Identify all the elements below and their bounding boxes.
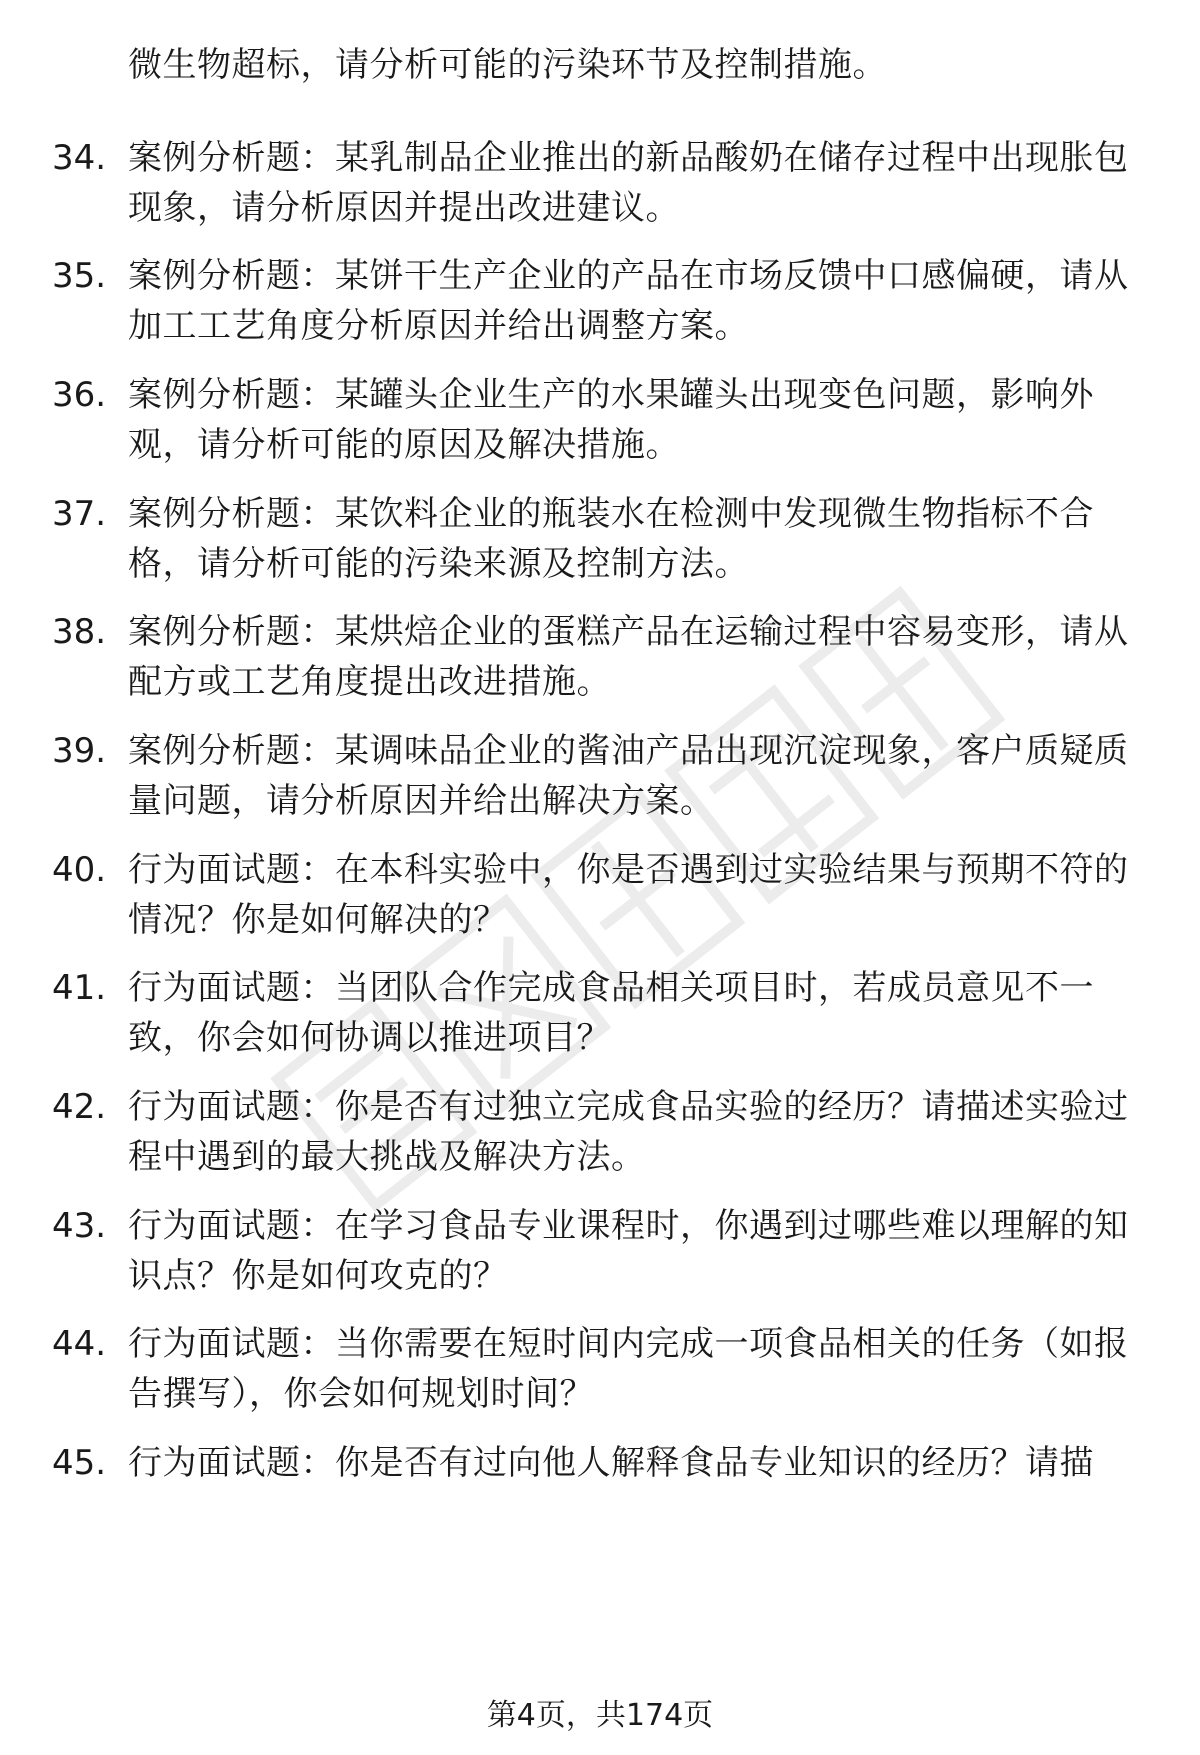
question-number: 40. <box>52 850 107 890</box>
question-text: 行为面试题：你是否有过向他人解释食品专业知识的经历？请描 <box>128 1443 1094 1483</box>
page-number-footer: 第4页，共174页 <box>486 1698 714 1733</box>
question-number: 41. <box>52 968 107 1008</box>
question-text: 案例分析题：某饼干生产企业的产品在市场反馈中口感偏硬，请从加工工艺角度分析原因并给出调整方案。 <box>128 256 1129 346</box>
question-number: 45. <box>52 1443 107 1483</box>
question-text: 案例分析题：某饮料企业的瓶装水在检测中发现微生物指标不合格，请分析可能的污染来源及控制方法。 <box>128 494 1094 584</box>
question-number: 36. <box>52 375 107 415</box>
question-text: 行为面试题：在学习食品专业课程时，你遇到过哪些难以理解的知识点？你是如何攻克的？ <box>128 1206 1129 1296</box>
question-number: 35. <box>52 256 107 296</box>
question-number: 44. <box>52 1324 107 1364</box>
question-number: 42. <box>52 1087 107 1127</box>
question-text: 案例分析题：某调味品企业的酱油产品出现沉淀现象，客户质疑质量问题，请分析原因并给出解决方案。 <box>128 731 1129 821</box>
question-text: 行为面试题：当团队合作完成食品相关项目时，若成员意见不一致，你会如何协调以推进项目？ <box>128 968 1094 1058</box>
question-text: 案例分析题：某乳制品企业推出的新品酸奶在储存过程中出现胀包现象，请分析原因并提出改进建议。 <box>128 138 1129 228</box>
question-number: 37. <box>52 494 107 534</box>
question-text: 案例分析题：某罐头企业生产的水果罐头出现变色问题，影响外观，请分析可能的原因及解决措施。 <box>128 375 1094 465</box>
question-number: 43. <box>52 1206 107 1246</box>
question-number: 38. <box>52 612 107 652</box>
question-text: 案例分析题：某烘焙企业的蛋糕产品在运输过程中容易变形，请从配方或工艺角度提出改进措施。 <box>128 612 1129 702</box>
question-number: 39. <box>52 731 107 771</box>
question-text: 行为面试题：在本科实验中，你是否遇到过实验结果与预期不符的情况？你是如何解决的？ <box>128 850 1129 940</box>
continuation-text: 微生物超标，请分析可能的污染环节及控制措施。 <box>128 45 887 85</box>
question-text: 行为面试题：你是否有过独立完成食品实验的经历？请描述实验过程中遇到的最大挑战及解决方法。 <box>128 1087 1129 1177</box>
question-text: 行为面试题：当你需要在短时间内完成一项食品相关的任务（如报告撰写），你会如何规划时间？ <box>128 1324 1129 1414</box>
question-number: 34. <box>52 138 107 178</box>
